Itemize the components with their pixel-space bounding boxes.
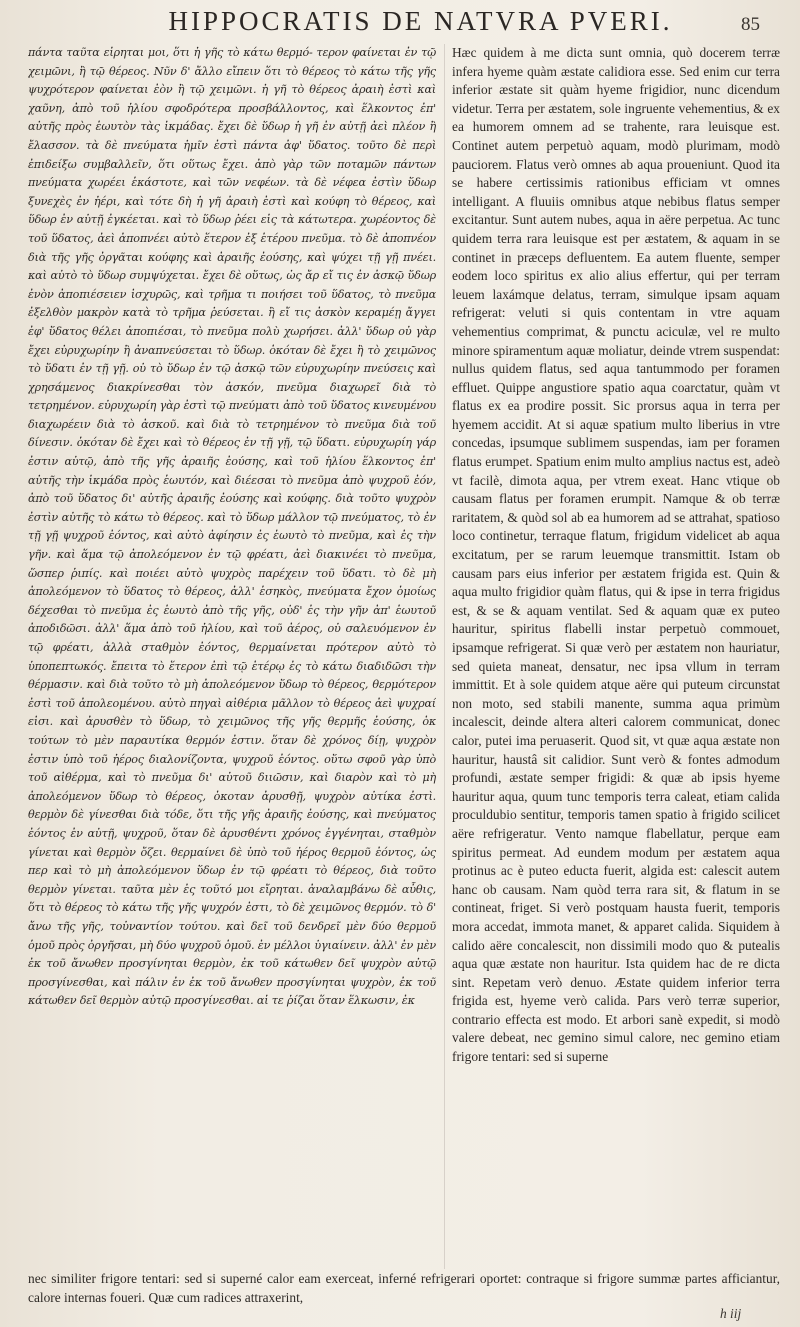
column-divider <box>444 44 445 1269</box>
greek-text-column <box>28 44 436 1269</box>
greek-paragraph: πάντα ταῦτα εἰρηται μοι, ὅτι ἡ γῆς τὸ κάτω θερμό- τερον φαίνεται ἐν τῷ χειμῶνι, ἢ τῷ θέρεος. Νῦν δ' ἄλλο εἴπειν ὅτι τὸ θέρεος τὸ κάτω τῆς γῆς ψυχρότερον φαίνεται ἐὸν ἢ τῷ χειμῶνι. ἡ γῆ τὸ θέρεος ἀραιὴ ἐστὶ καὶ χαῦνη, ἀπὸ τοῦ ἡλίου σφοδρότερα προσβάλλοντος, καὶ ἕλκοντος ἐπ' αὐτῆς πρὸς ἑωυτὸν τὰς ἰκμάδας. ἔχει δὲ ὕδωρ ἡ γῆ ἐν αὐτῇ ἀεὶ πλέον ἢ ἔλασσον. τὰ δὲ πνεύματα ἡμῖν ἐστὶ πάντα ἀφ' ὕδατος. τοῦτο δὲ περὶ ἐπιδείξω συμβαλλεῖν, ὅτι οὕτως ἔχει. ἀπὸ γὰρ τῶν ποταμῶν πάντων πνεύματα χωρέει ἑκάστοτε, καὶ τῶν νεφέων. τὰ δὲ νέφεα ἐστὶν ὕδωρ ξυνεχὲς ἐν ἠέρι, καὶ τότε δὴ ἡ γῆ ἀραιὴ ἐστὶ καὶ κούφη τὸ θέρεος, καὶ ὕδωρ ἐν αὐτῇ ἐγκέεται. καὶ τὸ ὕδωρ ῥέει εἰς τὰ κάτωτερα. χωρέοντος δὲ τοῦ ὕδατος, ἀεὶ ἀποπνέει αὐτὸ ἕτερον ἐξ ἑτέρου πνεῦμα. τὸ δὲ ἀποπνέον διὰ τῆς γῆς ὀργᾶται κούφης καὶ ἀραιῆς ἐούσης, καὶ ψύχει τῇ γῇ πνέει. καὶ αὐτὸ τὸ ὕδωρ συμψύχεται. ἔχει δὲ οὕτως, ὡς ἄρ εἴ τις ἐν ἀσκῷ ὕδωρ ἐνὸν ἀποπιέσειεν ἰσχυρῶς, καὶ τρῆμα τι ποιήσει τοῦ ὕδατος, τὸ πνεῦμα ἐξελθὸν μακρὸν κατὰ τὸ τρῆμα ῥεύσεται. ἢ εἴ τις ἀσκὸν κεραμέῃ ἄγγει ἐφ' ὕδατος θέλει ἀποπιέσαι, τὸ πνεῦμα πολὺ χωρήσει. ἀλλ' ὕδωρ οὐ γὰρ ἔχει εὐρυχωρίην ἢ ἀναπνεύσεται τὸ ὕδωρ. ὁκόταν δὲ ἔχει ἢ τὸ χειμῶνος τὸ ὕδατι ἐν τῇ γῇ. οὐ τὸ ὕδωρ ἐν τῷ ἀσκῷ τῶν εὐρυχωρίην πνεύσεις καὶ χρησάμενος διακρίνεσθαι τὸν ἀσκόν, πνεῦμα διαχωρεῖ διὰ τὸ τετρημένον. εὐρυχωρίη γὰρ ἐστὶ τῷ πνεύματι ἀπὸ τοῦ ὕδατος κινευμένου διαχωρέειν διὰ τὸ ἀσκοῦ. καὶ διὰ τὸ τετρημένον τὸ πνεῦμα διὰ τοῦ δίνεσιν. ὁκόταν δὲ ἔχει καὶ τὸ θέρεος ἐν τῇ γῇ, τῷ ὕδατι. εὐρυχωρίη γάρ ἐστιν αὐτῷ, ἀπὸ τῆς γῆς ἀραιῆς ἐούσης, καὶ τοῦ ἡλίου ἕλκοντος ἐπ' αὐτῆς τὴν ἰκμάδα πρὸς ἑωυτόν, καὶ διέεσαι τὸ πνεῦμα ἀπὸ ψυχροῦ ἐόν, ἀπὸ τοῦ ὕδατος δι' αὐτῆς ἀραιῆς ἐούσης καὶ κούφης. διὰ τοῦτο ψυχρὸν ἐστὶν αὐτῆς τὸ κάτω τὸ θέρεος. καὶ τὸ ὕδωρ μάλλον τῷ πνεύματος, τὸ ἐν τῇ γῇ ψυχροῦ ἐόντος, καὶ αὐτὸ ἀφίησιν ἐς ἑωυτὸ τὸ πνεῦμα, καὶ ἐς τὴν γῆν. καὶ ἅμα τῷ ἀπολεόμενον ἐν τῷ φρέατι, ἀεὶ διακινέει τὸ πνεῦμα, ὥσπερ ῥιπίς. καὶ ποιέει αὐτὸ ψυχρὸς παρέχειν τοῦ ὕδατι. τὸ δὲ μὴ ἀπολεόμενον τὸ ὕδατος τὸ θέρεος, ἀλλ' ἑσηκὸς, πνεύματα ἔχον ὁμοίως δέχεσθαι τὸ πνεῦμα ἐς ἑωυτὸ ἀπὸ τῆς γῆς, οὐδ' ἐς τὴν γῆν ἀπ' ἑωυτοῦ ἀποδιδῶσι. ἀλλ' ἅμα ἀπὸ τοῦ ἡλίου, καὶ τοῦ ἀέρος, οὐ σαλευόμενον ἐν τῷ φρέατι, ἀλλὰ σταθμὸν ἐόντος, θερμαίνεται πρότερον αὐτὸ τὸ ὑποπεπτωκός. ἔπειτα τὸ ἕτερον ἐπὶ τῷ ἑτέρῳ ἐς τὸ κάτω διαδιδῶσι τὴν θέρμασιν. καὶ διὰ τοῦτο τὸ μὴ ἀπολεόμενον ὕδωρ τὸ θέρεος, θερμότερον ἐστὶ τοῦ ἀπολεομένου. αὐτὸ πηγαὶ αἰθέρια μᾶλλον τὸ θέρεος ἀεὶ ψυχραί εἰσι. καὶ ἀρυσθὲν τὸ ὕδωρ, τὸ χειμῶνος τῆς γῆς θερμῆς ἐούσης, ὁκ τούτων τὸ μὲν παραυτίκα θερμόν ἐστιν. ὅταν δὲ χρόνος δίῃ, ψυχρὸν ἐστιν ὑπὸ τοῦ ἠέρος διαλονίζοντα, ψυχροῦ ἐόντος. οὕτω σφοῦ γὰρ ὑπὸ τοῦ αἰθέρμα, καὶ τὸ πνεῦμα δι' αὐτοῦ διιῶσιν, καὶ διαρὸν καὶ τὸ μὴ ἀπολεόμενον ὕδωρ τὸ θέρεος, ὁκοταν ἀρυσθῇ, ψυχρὸν αὐτίκα ἐστὶ. θερμὸν δὲ γίνεσθαι διὰ τόδε, ὅτι τῆς γῆς ἀραιῆς ἐούσης, καὶ πνεύματος ἐόντος ἐν αὐτῇ, ψυχροῦ, ὅταν δὲ ἀρυσθέντι χρόνος ἐγγένηται, σταθμὸν γίνεται καὶ θερμὸν ὄζει. θερμαίνει δὲ ὑπὸ τοῦ ἠέρος θερμοῦ ἐόντος, ὡς περ καὶ τὸ μὴ ἀπολεόμενον ὕδωρ ἐν τῷ φρέατι τὸ θέρεος, διὰ τοῦτο θερμὸν γίνεται. ταῦτα μὲν ἐς τοῦτό μοι εἴρηται. ἀναλαμβάνω δὲ αὖθις, ὅτι τὸ θέρεος τὸ κάτω τῆς γῆς ψυχρόν ἐστι, τὸ δὲ χειμῶνος θερμόν. τὸ δ' ἄνω τῆς γῆς, τοὐναντίον τούτου. καὶ δεῖ τοῦ δενδρεῖ μὲν δύο θερμοῦ ὁμοῦ πρὸς ὀργῆσαι, μὴ δύο ψυχροῦ ὁμοῦ. ἐν μέλλοι ὑγιαίνειν. ἀλλ' ἐν μὲν ἐκ τοῦ ἄνωθεν προσγίνηται θερμὸν, ἐκ τοῦ κάτωθεν δεῖ ψυχρὸν αὐτῷ προσγίνεσθαι, καὶ πάλιν ἐν ἐκ τοῦ ἄνωθεν προσγίνηται ψυχρὸν, ἐκ τοῦ κάτωθεν δεῖ θερμὸν αὐτῷ προσγίνεσθαι. αἱ τε ῥίζαι ὅταν ἕλκωσιν, ἐκ <box>28 46 436 1008</box>
latin-paragraph: Hæc quidem à me dicta sunt omnia, quò docerem terræ infera hyeme quàm æstate calidiora esse. Sed enim cur terra inferior æstate sit quàm hyeme frigidior, nunc dicendum videtur. Terra per æstatem, sole ingruente vehementius, & ex ea humorem omnem ad se trahente, rara leuisque est. Continet autem perpetuò aquam, modò plurimam, modò pauciorem. Flatus verò omnes ab aqua proueniunt. Quod ita se habere certissimis rationibus efficiam vt omnes intelligant. A fluuiis omnibus atque nebibus flatus semper excitantur. Sunt autem nubes, aqua in aëre perpetua. Ac tunc quidem terra rara leuisque est per æstatem, & aquam in se continet in præceps defluentem. Ea autem fluente, semper eodem loco spiritus ex alio alius effertur, qui per terram leuem laxámque delatus, terram, simulque ipsam aquam refrigerat: veluti si quis contentam in vtre aquam vehementius comprimat, & punctu aciculæ, vel re multo minore spiramentum aquæ moliatur, deinde vtrem suspendat: nullus quidem flatus, sed aqua tantummodo per foramen effluet. Quippe angustiore spatio aqua coarctatur, quàm vt flatus ex ea prodire possit. Sic prorsus aqua in terra per hyemem accidit. At si aquæ spatium multo liberius in vtre concedas, ipsumque sublimem suspendas, iam per foramen flatus erumpet. Spatium enim multo amplius nactus est, adeò vt facilè, dimota aqua, per vtrem exeat. Hanc vtique ob causam flatus per foramen erumpit. Namque & ob terræ raritatem, & quòd sol ab ea humorem ad se attrahat, spatioso loco continetur, terraque flatum, frigidum videlicet ab aqua excitatum, per se rarum leuemque transmittit. Istam ob causam pars eius inferior per æstatem frigida est. Quin & aqua multo frigidior quàm flatus, qui & ipse in terra frigidus est, & se & aquam ventilat. Sed & aquam quæ ex puteo hauritur, spiritus flabelli instar perpetuò commouet, ipsamque refrigerat. Si quæ verò per æstatem non hauriatur, sed quieta maneat, densatur, nec ipsa vllum in terram immittit. Et à sole quidem atque aëre qui puteum circunstat non moto, sed stabili manente, summa aqua primùm incalescit, deinde altera alteri calorem communicat, donec calor, putei ima peruaserit. Quod sit, vt quæ aqua æstate non hauritur, haustâ sit calidior. Sunt verò & fontes admodum profundi, æstate semper frigidi: & quæ ab ipsis hyeme hauritur aqua, quum tunc temporis terra caleat, etiam calida proculdubio sentitur, temporis tamen spatio à frigido scilicet aëre refrigeratur. Vento namque flabellatur, perque eam spiritus permeat. Ad eundem modum per æstatem aqua protinus ac è puteo educta fuerit, algida est: calescit autem hanc ob causam. Nam quòd terra rara sit, & flatum in se contineat, friget. Si verò postquam hausta fuerit, temporis mora accedat, immota manet, & apparet calida. Siquidem à calido aëre concalescit, non dissimili modo quo & putealis aqua quæ æstate non hauritur. Ista quidem hac de re dicta sint. Repetam verò denuo. Æstate quidem inferior terra frigida est, hyeme verò calida. Pars verò terræ superior, contrario effecta est modo. Et arbori sanè expedit, si modò valere debeat, nec gemino simul calore, nec gemino etiam frigore tentari: sed si superne <box>452 45 780 1065</box>
folio-number: 85 <box>741 14 760 35</box>
latin-text-column <box>452 44 780 1269</box>
running-header <box>60 6 760 38</box>
page-title: HIPPOCRATIS DE NATVRA PVERI. <box>168 6 673 36</box>
signature-mark: h iij <box>720 1306 742 1321</box>
footer-line: nec similiter frigore tentari: sed si superné calor eam exerceat, inferné refrigerari oportet: contraque si frigore summæ partes afficiantur, calore internas foueri. Quæ cum radices attraxerint, <box>28 1271 780 1305</box>
